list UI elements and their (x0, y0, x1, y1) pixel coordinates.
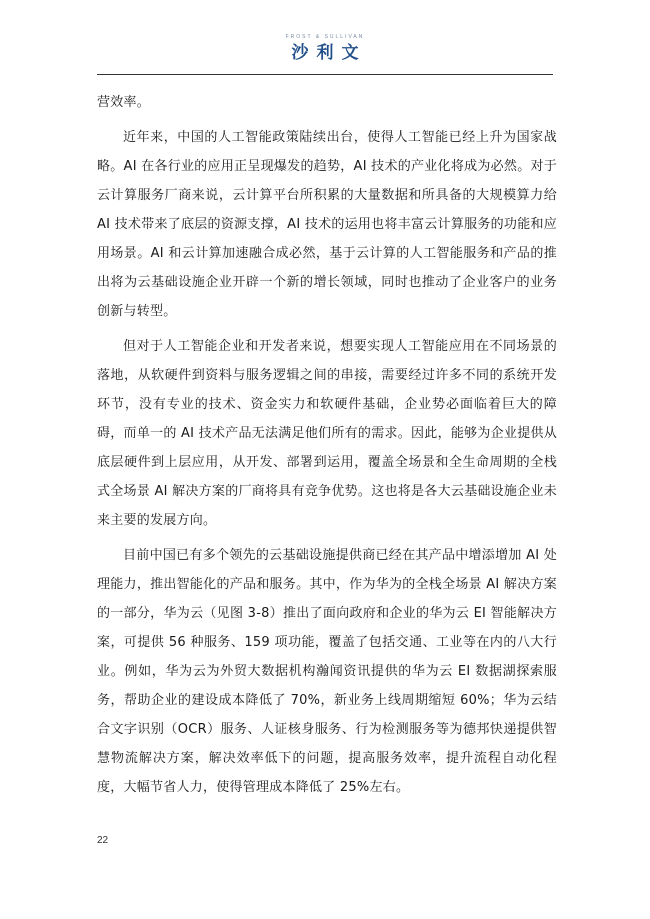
paragraph: 但对于人工智能企业和开发者来说，想要实现人工智能应用在不同场景的落地，从软硬件到资料与服务逻辑之间的串接，需要经过许多不同的系统开发环节，没有专业的技术、资金实力和软硬件基础，企业势必面临着巨大的障碍，而单一的 AI 技术产品无法满足他们所有的需求。因此，能够为企业提供从底层硬件到上层应用，从开发、部署到运用，覆盖全场景和全生命周期的全栈式全场景 AI 解决方案的厂商将具有竞争优势。这也将是各大云基础设施企业未来主要的发展方向。 (97, 339, 557, 528)
logo-english-text: FROST & SULLIVAN (285, 34, 365, 40)
page-header (0, 0, 650, 80)
body-text (97, 88, 557, 808)
frost-sullivan-logo (0, 34, 650, 63)
header-divider (97, 74, 553, 75)
logo-chinese-text: 沙利文 (291, 43, 367, 63)
page-number: 22 (97, 835, 109, 846)
paragraph: 目前中国已有多个领先的云基础设施提供商已经在其产品中增添增加 AI 处理能力，推出智能化的产品和服务。其中，作为华为的全栈全场景 AI 解决方案的一部分，华为云（见图 3-8）推出了面向政府和企业的华为云 EI 智能解决方案，可提供 56 种服务、159 项功能，覆盖了包括交通、工业等在内的八大行业。例如，华为云为外贸大数据机构瀚闻资讯提供的华为云 EI 数据湖探索服务，帮助企业的建设成本降低了 70%，新业务上线周期缩短 60%；华为云结合文字识别（OCR）服务、人证核身服务、行为检测服务等为德邦快递提供智慧物流解决方案，解决效率低下的问题，提高服务效率，提升流程自动化程度，大幅节省人力，使得管理成本降低了 25%左右。 (97, 548, 557, 795)
paragraph: 近年来，中国的人工智能政策陆续出台，使得人工智能已经上升为国家战略。AI 在各行业的应用正呈现爆发的趋势，AI 技术的产业化将成为必然。对于云计算服务厂商来说，云计算平台所积累的大量数据和所具备的大规模算力给 AI 技术带来了底层的资源支撑，AI 技术的运用也将丰富云计算服务的功能和应用场景。AI 和云计算加速融合成必然，基于云计算的人工智能服务和产品的推出将为云基础设施企业开辟一个新的增长领域，同时也推动了企业客户的业务创新与转型。 (97, 130, 557, 319)
paragraph-continuation: 营效率。 (97, 95, 151, 110)
